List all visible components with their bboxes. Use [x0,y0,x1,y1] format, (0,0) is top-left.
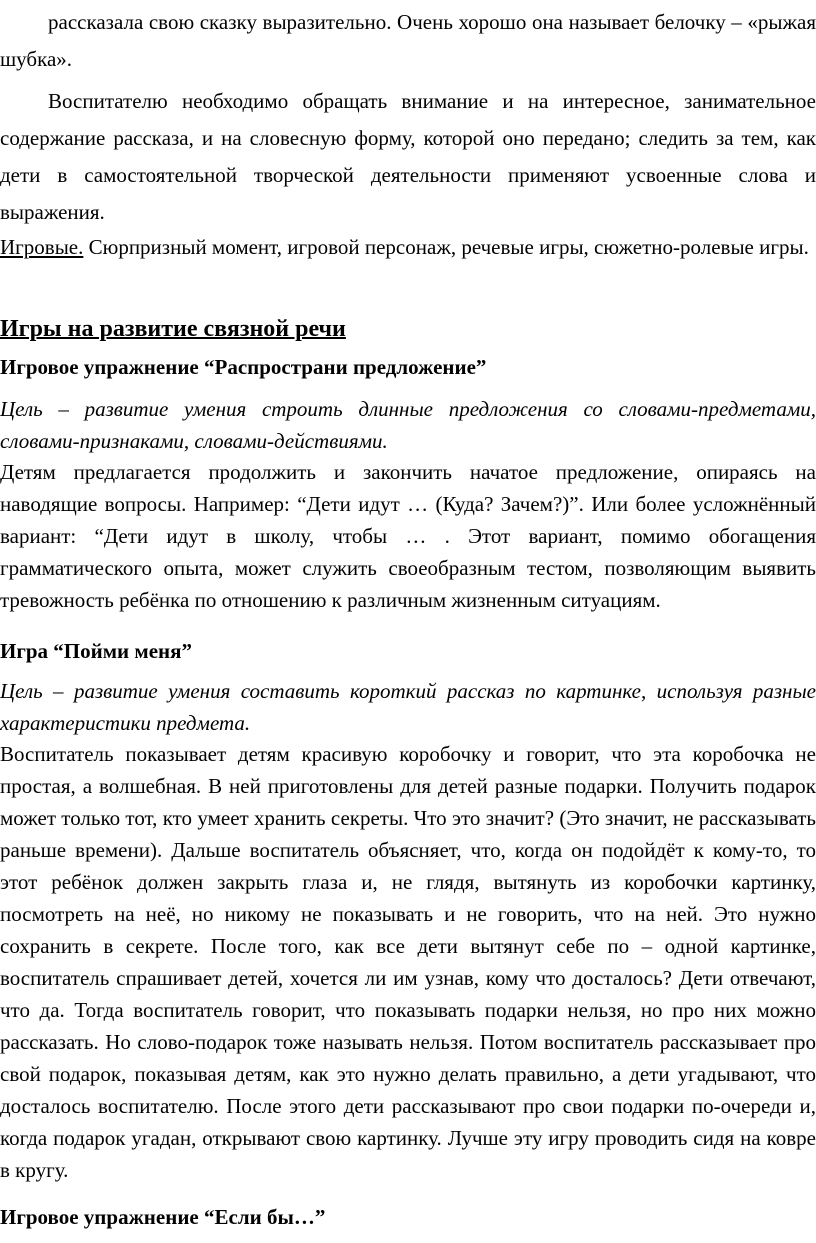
game-methods-label: Игровые. [0,235,84,259]
paragraph-game-methods [0,229,816,266]
game2-title: Игра “Пойми меня” [0,639,192,663]
game3-title: Игровое упражнение “Если бы…” [0,1205,326,1229]
game1-goal: Цель – развитие умения строить длинные предложения со словами-предметами, словами-признаками, словами-действиями. [0,397,816,453]
section-heading: Игры на развитие связной речи [0,316,346,342]
paragraph-teacher-attention: Воспитателю необходимо обращать внимание и на интересное, занимательное содержание рассказа, и на словесную форму, которой оно передано; следить за тем, как дети в самостоятельной творческой деятельности применяют усвоенные слова и выражения. [0,89,816,224]
game1-description: Детям предлагается продолжить и закончить начатое предложение, опираясь на наводящие вопросы. Например: “Дети идут … (Куда? Зачем?)”. Или более усложнённый вариант: “Дети идут в школу, чтобы … . Этот вариант, помимо обогащения грамматического опыта, может служить своеобразным тестом, позволяющим выявить тревожность ребёнка по отношению к различным жизненным ситуациям. [0,460,816,612]
game-methods-text: Сюрпризный момент, игровой персонаж, речевые игры, сюжетно-ролевые игры. [83,235,809,259]
paragraph-intro-continuation: рассказала свою сказку выразительно. Очень хорошо она называет белочку – «рыжая шубка». [0,10,816,71]
game2-description: Воспитатель показывает детям красивую коробочку и говорит, что эта коробочка не простая, а волшебная. В ней приготовлены для детей разные подарки. Получить подарок может только тот, кто умеет хранить секреты. Что это значит? (Это значит, не рассказывать раньше времени). Дальше воспитатель объясняет, что, когда он подойдёт к кому-то, то этот ребёнок должен закрыть глаза и, не глядя, вытянуть из коробочки картинку, посмотреть на неё, но никому не показывать и не говорить, что на ней. Это нужно сохранить в секрете. После того, как все дети вытянут себе по – одной картинке, воспитатель спрашивает детей, хочется ли им узнав, кому что досталось? Дети отвечают, что да. Тогда воспитатель говорит, что показывать подарки нельзя, но про них можно рассказать. Но слово-подарок тоже называть нельзя. Потом воспитатель рассказывает про свой подарок, показывая детям, как это нужно делать правильно, а дети угадывают, что досталось воспитателю. После этого дети рассказывают про свои подарки по-очереди и, когда подарок угадан, открывают свою картинку. Лучше эту игру проводить сидя на ковре в кругу. [0,742,816,1182]
game1-title: Игровое упражнение “Распространи предложение” [0,355,487,379]
game2-goal: Цель – развитие умения составить короткий рассказ по картинке, используя разные характеристики предмета. [0,679,816,735]
